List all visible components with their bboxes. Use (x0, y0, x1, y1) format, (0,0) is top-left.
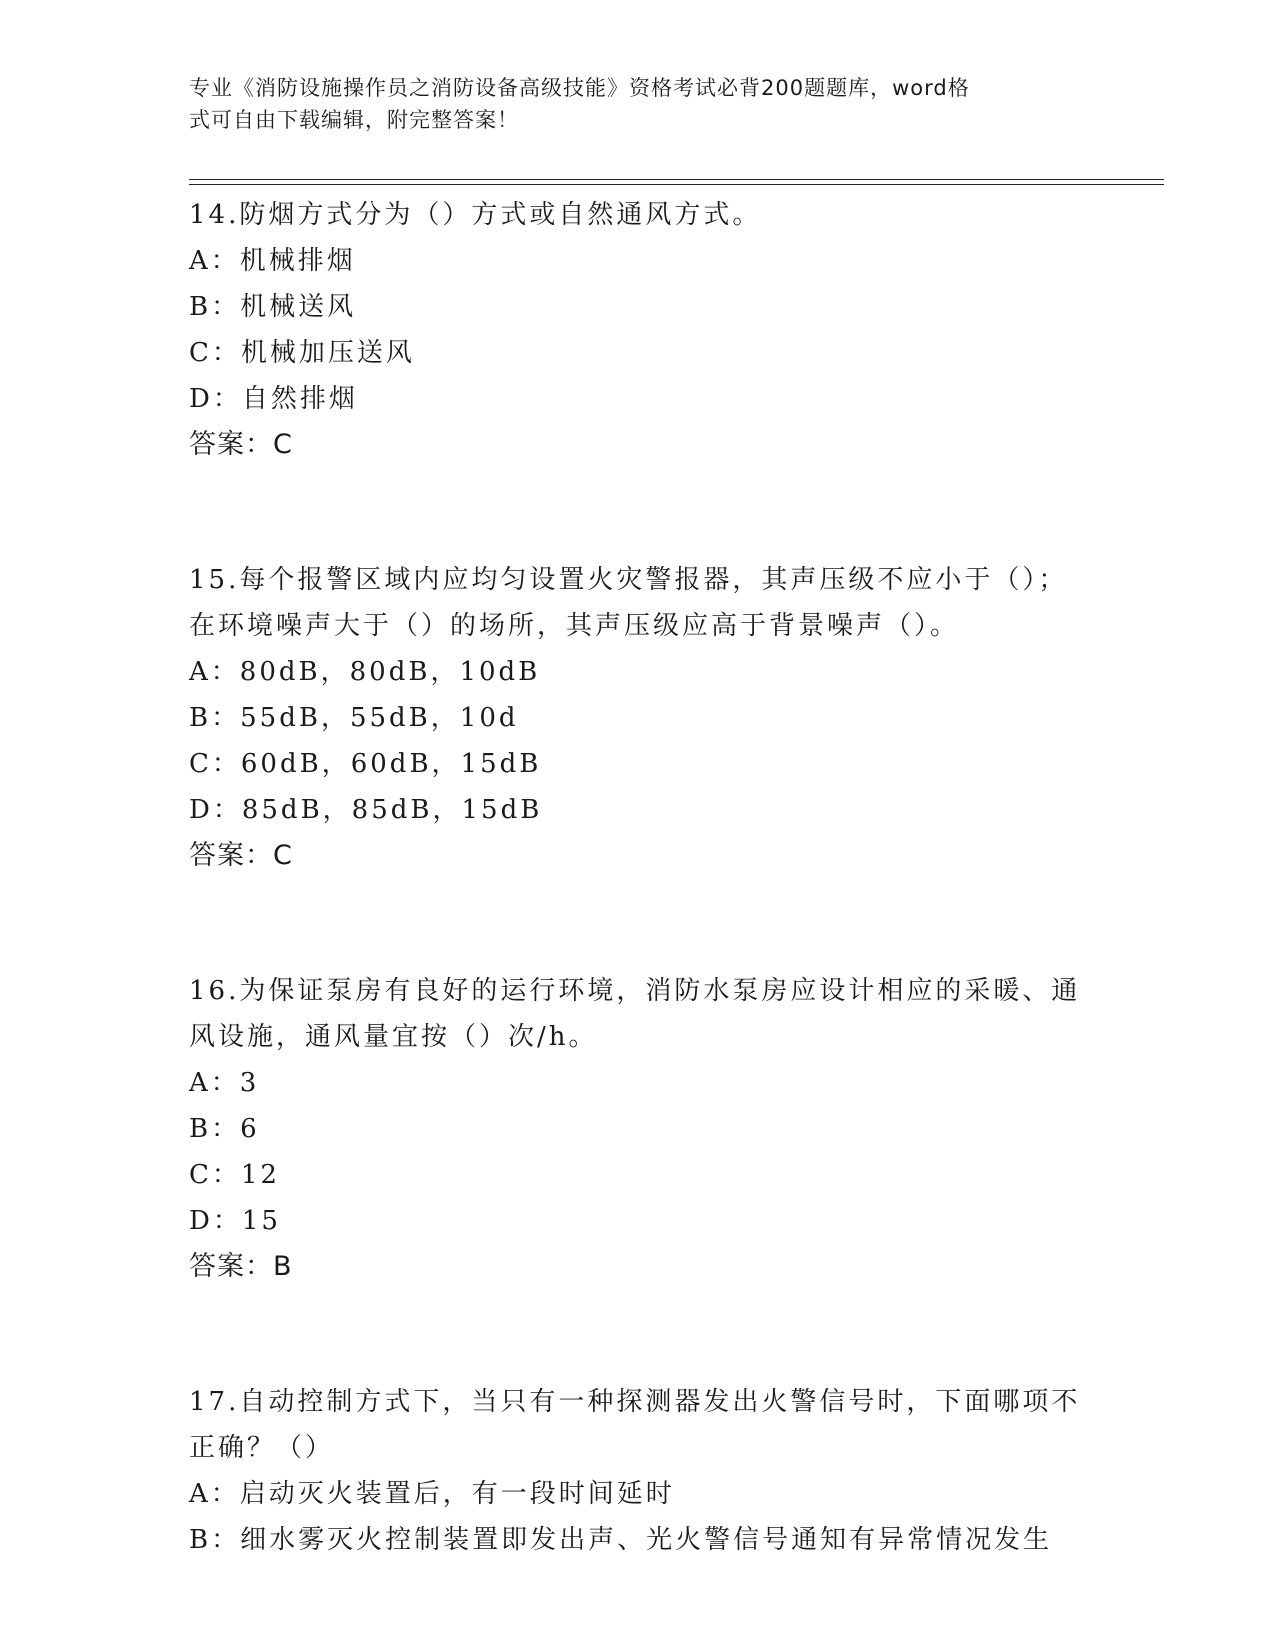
option-b: B：机械送风 (189, 292, 357, 322)
option-b: B：55dB，55dB，10d (189, 703, 519, 733)
option-b: B：6 (189, 1114, 260, 1144)
option-c: C：12 (189, 1160, 280, 1190)
option-a: A：3 (189, 1068, 260, 1098)
question-stem: 14.防烟方式分为（）方式或自然通风方式。 (189, 200, 762, 230)
option-a: A：80dB，80dB，10dB (189, 657, 541, 687)
answer-line: 答案：C (189, 840, 293, 871)
header-divider-bottom (189, 184, 1164, 185)
question-17 (189, 1379, 1089, 1563)
option-a: A：启动灭火装置后，有一段时间延时 (189, 1479, 675, 1509)
question-15 (189, 557, 1089, 879)
question-16 (189, 968, 1089, 1290)
question-14 (189, 192, 1089, 468)
option-d: D：15 (189, 1206, 281, 1236)
question-stem: 16.为保证泵房有良好的运行环境，消防水泵房应设计相应的采暖、通 (189, 976, 1081, 1006)
question-stem-continued: 在环境噪声大于（）的场所，其声压级应高于背景噪声（）。 (189, 611, 960, 641)
question-stem: 17.自动控制方式下，当只有一种探测器发出火警信号时，下面哪项不 (189, 1387, 1081, 1417)
option-c: C：60dB，60dB，15dB (189, 749, 542, 779)
option-d: D：85dB，85dB，15dB (189, 795, 543, 825)
answer-line: 答案：B (189, 1251, 293, 1282)
question-stem: 15.每个报警区域内应均匀设置火灾警报器，其声压级不应小于（）； (189, 565, 1068, 595)
header-line-1: 专业《消防设施操作员之消防设备高级技能》资格考试必背200题题库，word格 (189, 76, 970, 100)
option-b: B：细水雾灭火控制装置即发出声、光火警信号通知有异常情况发生 (189, 1525, 1053, 1555)
header-line-2: 式可自由下载编辑，附完整答案！ (189, 108, 519, 132)
option-d: D：自然排烟 (189, 384, 358, 414)
question-stem-continued: 正确？（） (189, 1433, 335, 1463)
option-c: C：机械加压送风 (189, 338, 415, 368)
document-header (189, 72, 1089, 136)
header-divider-top (189, 179, 1164, 180)
question-stem-continued: 风设施，通风量宜按（）次/h。 (189, 1022, 598, 1052)
option-a: A：机械排烟 (189, 246, 356, 276)
answer-line: 答案：C (189, 429, 293, 460)
question-list (189, 192, 1089, 1563)
